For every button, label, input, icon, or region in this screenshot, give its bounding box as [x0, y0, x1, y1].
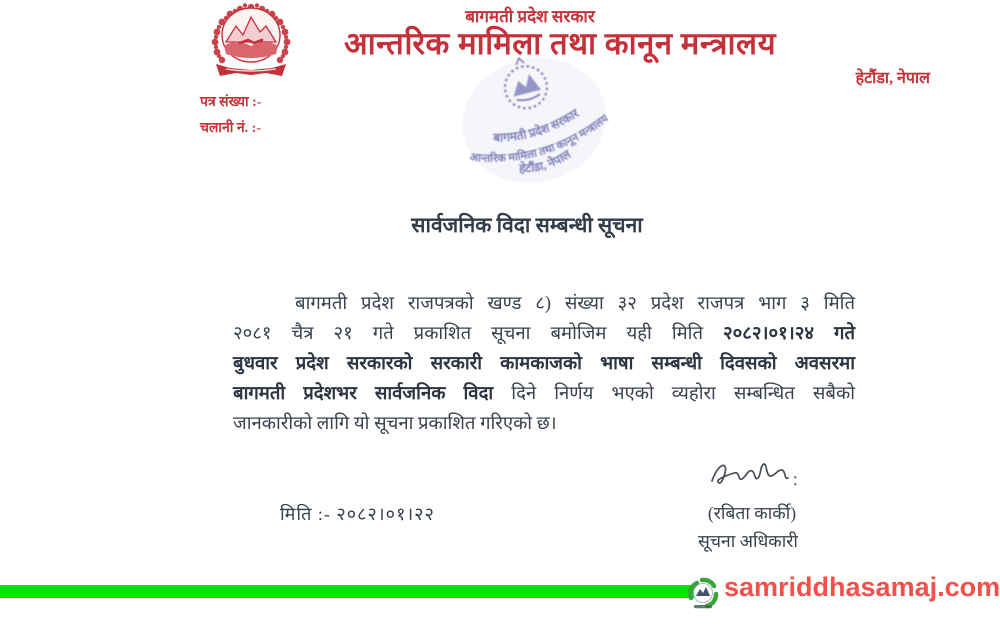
seal-text-government: बागमती प्रदेश सरकार [493, 106, 582, 145]
notice-date: मिति :- २०८२।०१।२२ [280, 504, 435, 524]
letter-number-label: पत्र संख्या :- [200, 95, 262, 110]
notice-body-line: बागमती प्रदेशभर सार्वजनिक विदा दिने निर्णय भएको व्यहोरा सम्बन्धित सबैको [233, 384, 855, 404]
notice-body-line: बुधवार प्रदेश सरकारको सरकारी कामकाजको भाषा सम्बन्धी दिवसको अवसरमा [233, 354, 855, 374]
watermark-site-url: samriddhasamaj.com [724, 572, 1000, 602]
signature-handwriting [698, 455, 810, 505]
signatory-name: (रबिता कार्की) [707, 503, 797, 523]
seal-text-location: हेटौंडा, नेपाल [519, 146, 574, 176]
watermark-green-bar [0, 585, 702, 598]
government-name: बागमती प्रदेश सरकार [465, 7, 595, 26]
reference-block [200, 92, 261, 144]
notice-body-line: २०८१ चैत्र २१ गते प्रकाशित सूचना बमोजिम यही मिति २०८२।०१।२४ गते [233, 324, 855, 344]
samriddha-samaj-logo-icon [685, 576, 721, 612]
signatory-title: सूचना अधिकारी [698, 531, 798, 551]
notice-body-line: बागमती प्रदेश राजपत्रको खण्ड ८) संख्या ३२ प्रदेश राजपत्र भाग ३ मिति [295, 294, 855, 314]
nepal-coat-of-arms-icon [196, 2, 306, 84]
ministry-location: हेटौंडा, नेपाल [855, 70, 930, 87]
dispatch-number-label: चलानी नं. :- [200, 121, 261, 136]
seal-text-ministry: आन्तरिक मामिला तथा कानून मन्त्रालय [469, 112, 611, 165]
notice-body [233, 289, 855, 439]
ministry-name: आन्तरिक मामिला तथा कानून मन्त्रालय [343, 26, 777, 61]
notice-title: सार्वजनिक विदा सम्बन्धी सूचना [411, 213, 643, 237]
notice-body-line: जानकारीको लागि यो सूचना प्रकाशित गरिएको छ। [233, 414, 557, 434]
